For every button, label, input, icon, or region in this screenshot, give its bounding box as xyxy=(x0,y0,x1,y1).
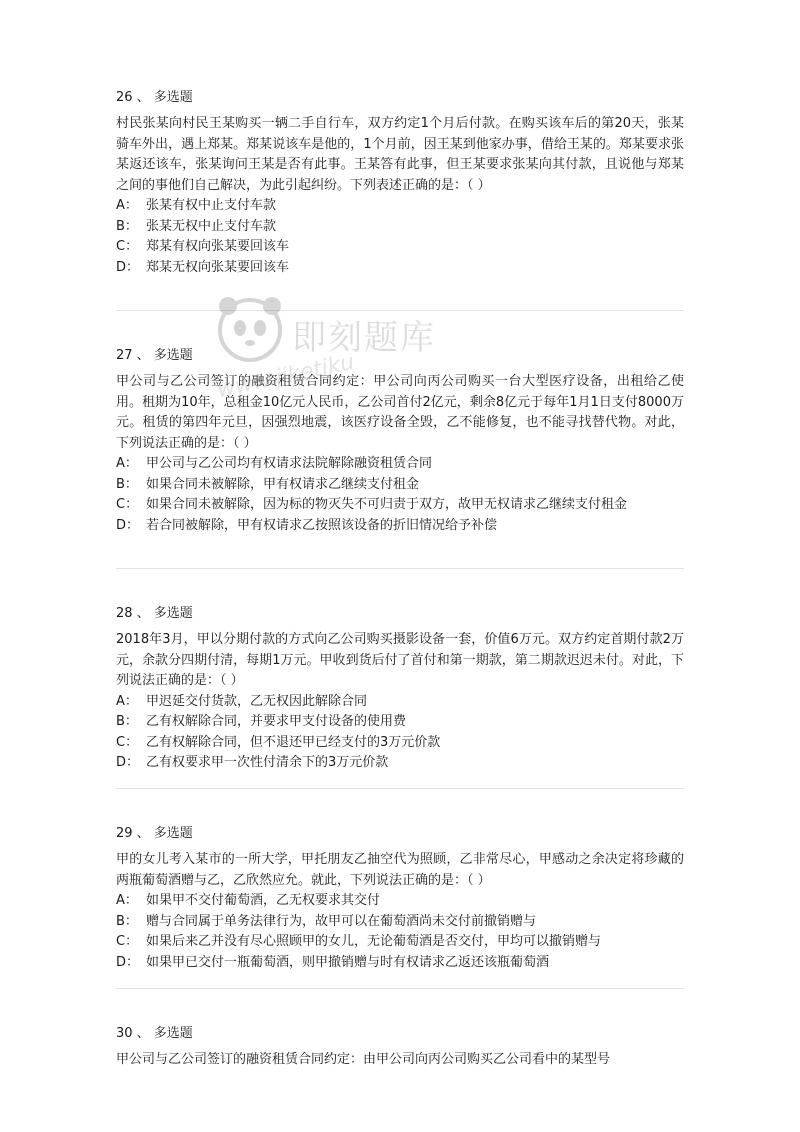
option-a[interactable] xyxy=(116,692,684,713)
option-c[interactable] xyxy=(116,932,684,953)
option-a[interactable] xyxy=(116,454,684,475)
question-divider xyxy=(116,568,684,569)
option-label: B： xyxy=(116,218,138,234)
option-label: A： xyxy=(116,456,138,471)
question-divider xyxy=(116,310,684,311)
question-stem: 村民张某向村民王某购买一辆二手自行车，双方约定1个月后付款。在购买该车后的第20天，张某骑车外出，遇上郑某。郑某说该车是他的，1个月前，因王某到他家办事，借给王某的。郑某要求张某返还该车，张某询问王某是否有此事。王某答有此事，但王某要求张某向其付款，且说他与郑某之间的事他们自己解决，为此引起纠纷。下列表述正确的是：（ ） xyxy=(116,116,684,193)
option-text: 乙有权解除合同，但不退还甲已经支付的3万元价款 xyxy=(146,734,441,750)
option-text: 甲迟延交付货款，乙无权因此解除合同 xyxy=(146,693,368,709)
question-stem: 2018年3月，甲以分期付款的方式向乙公司购买摄影设备一套，价值6万元。双方约定首期付款2万元，余款分四期付清，每期1万元。甲收到货后付了首付和第一期款，第二期款迟迟未付。对此，下列说法正确的是：（ ） xyxy=(116,632,684,688)
watermark-url: www.jiketiku xyxy=(214,349,357,404)
question-stem: 甲的女儿考入某市的一所大学，甲托朋友乙抽空代为照顾，乙非常尽心，甲感动之余决定将珍藏的两瓶葡萄酒赠与乙，乙欣然应允。就此，下列说法正确的是：（ ） xyxy=(116,852,684,888)
option-text: 郑某无权向张某要回该车 xyxy=(146,259,290,275)
option-d[interactable] xyxy=(116,753,684,774)
option-label: C： xyxy=(116,239,139,254)
option-text: 张某有权中止支付车款 xyxy=(146,198,277,213)
question-stem: 甲公司与乙公司签订的融资租赁合同约定：由甲公司向丙公司购买乙公司看中的某型号 xyxy=(116,1052,611,1067)
question-29 xyxy=(116,824,684,973)
option-a[interactable] xyxy=(116,196,684,217)
option-text: 乙有权解除合同，并要求甲支付设备的使用费 xyxy=(146,714,407,729)
option-b[interactable] xyxy=(116,475,684,496)
option-label: C： xyxy=(116,497,139,512)
question-header: 28 、 多选题 xyxy=(116,606,193,621)
option-label: C： xyxy=(116,934,139,949)
option-text: 如果合同未被解除，因为标的物灭失不可归责于双方，故甲无权请求乙继续支付租金 xyxy=(146,497,628,512)
option-text: 甲公司与乙公司均有权请求法院解除融资租赁合同 xyxy=(146,456,433,471)
option-c[interactable] xyxy=(116,495,684,516)
option-label: A： xyxy=(116,693,138,709)
option-c[interactable] xyxy=(116,237,684,258)
option-label: D： xyxy=(116,954,140,970)
question-divider xyxy=(116,988,684,989)
option-text: 赠与合同属于单务法律行为，故甲可以在葡萄酒尚未交付前撤销赠与 xyxy=(146,913,537,929)
question-header: 30 、 多选题 xyxy=(116,1026,193,1041)
question-27 xyxy=(116,346,684,536)
option-b[interactable] xyxy=(116,912,684,933)
option-b[interactable] xyxy=(116,712,684,733)
option-c[interactable] xyxy=(116,733,684,754)
question-stem: 甲公司与乙公司签订的融资租赁合同约定：甲公司向丙公司购买一台大型医疗设备，出租给乙使用。租期为10年，总租金10亿元人民币，乙公司首付2亿元，剩余8亿元于每年1月1日支付8000万元。租赁的第四年元旦，因强烈地震，该医疗设备全毁，乙不能修复，也不能寻找替代物。对此，下列说法正确的是：（ ） xyxy=(116,374,684,451)
question-header: 26 、 多选题 xyxy=(116,90,193,105)
option-text: 若合同被解除，甲有权请求乙按照该设备的折旧情况给予补偿 xyxy=(146,517,498,533)
option-d[interactable] xyxy=(116,953,684,974)
option-text: 乙有权要求甲一次性付清余下的3万元价款 xyxy=(146,755,389,770)
option-label: D： xyxy=(116,517,140,533)
option-label: B： xyxy=(116,476,138,492)
option-label: C： xyxy=(116,734,139,750)
option-b[interactable] xyxy=(116,217,684,238)
question-26 xyxy=(116,88,684,278)
question-header: 29 、 多选题 xyxy=(116,826,193,841)
option-label: D： xyxy=(116,259,140,275)
option-label: A： xyxy=(116,893,138,908)
option-label: D： xyxy=(116,755,140,770)
question-28 xyxy=(116,604,684,774)
option-text: 如果合同未被解除，甲有权请求乙继续支付租金 xyxy=(146,476,420,492)
option-text: 如果甲已交付一瓶葡萄酒，则甲撤销赠与时有权请求乙返还该瓶葡萄酒 xyxy=(146,954,550,970)
question-divider xyxy=(116,788,684,789)
question-header: 27 、 多选题 xyxy=(116,348,193,363)
option-text: 张某无权中止支付车款 xyxy=(146,218,277,234)
watermark-brand: 即刻题库 xyxy=(292,318,436,358)
option-a[interactable] xyxy=(116,891,684,912)
option-label: B： xyxy=(116,714,138,729)
option-text: 如果后来乙并没有尽心照顾甲的女儿，无论葡萄酒是否交付，甲均可以撤销赠与 xyxy=(146,934,602,949)
option-d[interactable] xyxy=(116,258,684,279)
option-label: A： xyxy=(116,198,138,213)
option-d[interactable] xyxy=(116,516,684,537)
question-30 xyxy=(116,1024,684,1071)
option-text: 郑某有权向张某要回该车 xyxy=(146,239,290,254)
option-label: B： xyxy=(116,913,138,929)
option-text: 如果甲不交付葡萄酒，乙无权要求其交付 xyxy=(146,893,381,908)
